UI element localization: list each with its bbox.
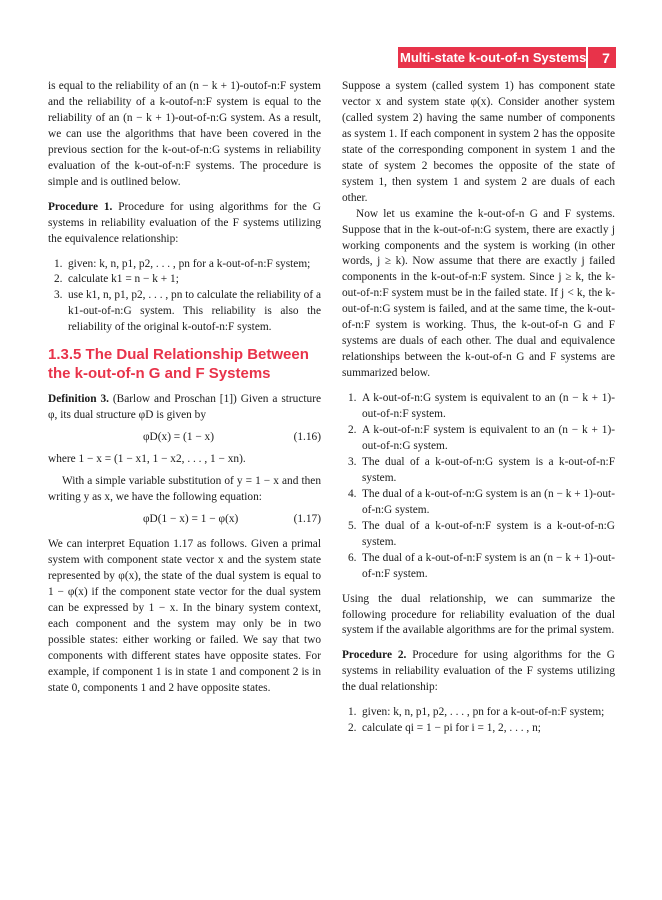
equation-1-17-number: (1.17) (293, 513, 321, 526)
definition-3-text: (Barlow and Proschan [1]) Given a structure φ, its dual structure φD is given by (48, 393, 322, 422)
equation-1-17-formula: φD(1 − x) = 1 − φ(x) (143, 513, 239, 526)
list-item-number: 6. (348, 551, 357, 564)
definition-3 (48, 392, 321, 424)
section-heading (48, 345, 321, 383)
list-item-number: 1. (348, 706, 357, 719)
list-item-text: The dual of a k-out-of-n:F system is an (n − k + 1)-out-of-n:F system. (362, 551, 615, 580)
list-item-number: 2. (54, 273, 63, 286)
equation-1-16-number: (1.16) (293, 431, 321, 444)
list-item (48, 272, 321, 288)
list-item-number: 4. (348, 487, 357, 500)
procedure-2-label: Procedure 2. (342, 649, 407, 662)
list-item-text: The dual of a k-out-of-n:G system is an (n − k + 1)-out-of-n:G system. (362, 487, 615, 516)
list-item (48, 288, 321, 336)
section-heading-line-1: 1.3.5 The Dual Relationship Between (48, 346, 309, 364)
list-item-text: calculate qi = 1 − pi for i = 1, 2, . . . , n; (362, 722, 541, 735)
where-line: where 1 − x = (1 − x1, 1 − x2, . . . , 1 − xn). (48, 453, 246, 466)
equation-1-16 (48, 430, 321, 446)
list-item-text: The dual of a k-out-of-n:F system is a k-out-of-n:G system. (362, 519, 615, 548)
list-item (342, 455, 615, 487)
right-column (342, 79, 615, 737)
left-column (48, 79, 321, 697)
list-item-text: A k-out-of-n:F system is equivalent to an (n − k + 1)-out-of-n:G system. (362, 424, 615, 452)
list-item-number: 2. (348, 722, 357, 735)
procedure-1-text: Procedure for using algorithms for the G systems in reliability evaluation of the F systems utilizing the equivalence relationship: (48, 200, 321, 245)
list-item (342, 487, 615, 519)
left-paragraph-3: We can interpret Equation 1.17 as follows. Given a primal system with component state vector x and the system state represented by φ(x), the state of the dual system is equal to 1 − φ(x) if the component state vector for the dual system can be expressed by 1 − x. In the binary system context, each component and the system may only be in two possible states: either working or failed. We say that two components with different states have opposite states. For example, if component 1 is in state 1 and component 2 is in state 0, components 1 and 2 have opposite states. (48, 538, 321, 694)
list-item (342, 721, 615, 737)
definition-3-label: Definition 3. (48, 393, 109, 406)
right-paragraph-1: Suppose a system (called system 1) has component state vector x and system state φ(x). Consider another system (called system 2) having the same number of components as system 1. If each component in system 2 has the opposite state of the corresponding component in system 1 and the state of system 2 becomes the opposite of the state of system 1, then system 1 and system 2 are duals of each other. (342, 80, 615, 204)
procedure-1-label: Procedure 1. (48, 200, 113, 213)
list-item (342, 705, 615, 721)
list-item-text: The dual of a k-out-of-n:G system is a k-out-of-n:F system. (362, 455, 615, 484)
procedure-1 (48, 200, 321, 248)
section-heading-line-2: the k-out-of-n G and F Systems (48, 365, 271, 383)
list-item-text: A k-out-of-n:G system is equivalent to an (n − k + 1)-out-of-n:F system. (362, 392, 615, 421)
header-separator (586, 47, 588, 68)
list-item (342, 423, 615, 455)
equation-1-16-formula: φD(x) = (1 − x) (143, 431, 215, 444)
procedure-2-steps (342, 705, 615, 737)
running-title: Multi-state k-out-of-n Systems (400, 50, 587, 65)
list-item (342, 391, 615, 423)
list-item (342, 551, 615, 583)
right-paragraph-2: Now let us examine the k-out-of-n G and F systems. Suppose that in the k-out-of-n:G system, there are exactly j working components and the system is working (in other words, j ≥ k). Now assume that there are exactly j failed components in the k-out-of-n:F system. Since j ≥ k, the k-out-of-n:F system must be in the failed state. If j < k, the k-out-of-n:G system is failed, and at the same time, the k-out-of-n:F system is working. Thus, the k-out-of-n G and F systems are duals of each other. The dual and equivalence relationships between the k-out-of-n G and F systems are summarized below. (342, 207, 615, 380)
procedure-1-steps (48, 257, 321, 337)
left-paragraph-1: is equal to the reliability of an (n − k + 1)-outof-n:F system and the reliability of a k-outof-n:F system is equal to the reliability of an (n − k + 1)-out-of-n:G system. As a result, we can use the algorithms that have been covered in the previous section for the k-out-of-n:G systems in reliability evaluation of the k-out-of-n:F systems. The procedure is simple and is outlined below. (48, 80, 321, 188)
list-item-number: 2. (348, 424, 357, 437)
right-paragraph-3: Using the dual relationship, we can summarize the following procedure for reliability evaluation of the dual system if the available algorithms are for the primal system. (342, 592, 615, 637)
list-item-text: given: k, n, p1, p2, . . . , pn for a k-out-of-n:F system; (362, 706, 605, 719)
procedure-2 (342, 648, 615, 696)
procedure-2-text: Procedure for using algorithms for the G systems in reliability evaluation of the F systems utilizing the dual relationship: (342, 649, 615, 694)
list-item-text: given: k, n, p1, p2, . . . , pn for a k-out-of-n:F system; (68, 257, 311, 270)
list-item-text: calculate k1 = n − k + 1; (68, 273, 179, 286)
list-item-number: 3. (348, 455, 357, 468)
list-item (48, 257, 321, 273)
list-item-number: 5. (348, 519, 357, 532)
summary-list (342, 391, 615, 582)
list-item-text: use k1, n, p1, p2, . . . , pn to calculate the reliability of a k1-out-of-n:G system. This reliability is also the reliability of the original k-outof-n:F system. (68, 289, 321, 334)
list-item-number: 3. (54, 289, 63, 302)
page-number: 7 (602, 50, 610, 66)
list-item-number: 1. (54, 257, 63, 270)
left-paragraph-2: With a simple variable substitution of y = 1 − x and then writing y as x, we have the following equation: (48, 475, 321, 504)
list-item (342, 519, 615, 551)
list-item-number: 1. (348, 392, 357, 405)
equation-1-17 (48, 512, 321, 528)
